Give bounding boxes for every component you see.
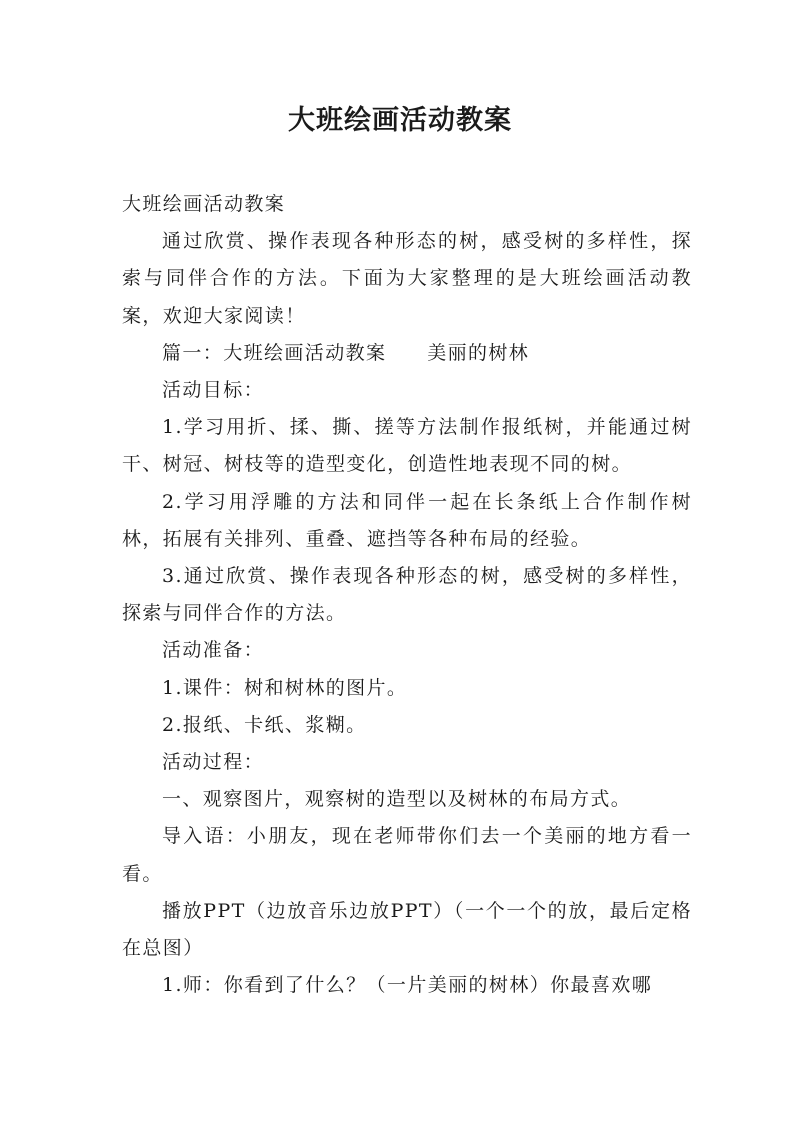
goals-heading: 活动目标：: [162, 379, 265, 402]
intro-paragraph: 通过欣赏、操作表现各种形态的树，感受树的多样性，探索与同伴合作的方法。下面为大家整理的是大班绘画活动教案，欢迎大家阅读！: [122, 230, 692, 327]
goal-item-3: 3.通过欣赏、操作表现各种形态的树，感受树的多样性，探索与同伴合作的方法。: [122, 565, 692, 625]
ppt-paragraph: 播放PPT（边放音乐边放PPT）（一个一个的放，最后定格在总图）: [122, 899, 692, 960]
preparation-item-2: 2.报纸、卡纸、浆糊。: [162, 713, 367, 736]
goal-item-2: 2.学习用浮雕的方法和同伴一起在长条纸上合作制作树林，拓展有关排列、重叠、遮挡等各种布局的经验。: [122, 490, 692, 550]
subtitle-paragraph: 大班绘画活动教案: [122, 193, 286, 215]
preparation-heading: 活动准备：: [162, 639, 265, 662]
lead-in-paragraph: 导入语：小朋友，现在老师带你们去一个美丽的地方看一看。: [122, 825, 692, 885]
document-body: [122, 186, 692, 1004]
question-paragraph: 1.师：你看到了什么？（一片美丽的树林）你最喜欢哪: [162, 974, 653, 997]
preparation-item-1: 1.课件：树和树林的图片。: [162, 676, 408, 699]
section-heading: 篇一：大班绘画活动教案 美丽的树林: [162, 341, 530, 364]
process-step-1: 一、观察图片，观察树的造型以及树林的布局方式。: [162, 788, 632, 811]
process-heading: 活动过程：: [162, 751, 265, 774]
goal-item-1: 1.学习用折、揉、撕、搓等方法制作报纸树，并能通过树干、树冠、树枝等的造型变化，创造性地表现不同的树。: [122, 416, 692, 476]
document-title: 大班绘画活动教案: [288, 105, 512, 136]
